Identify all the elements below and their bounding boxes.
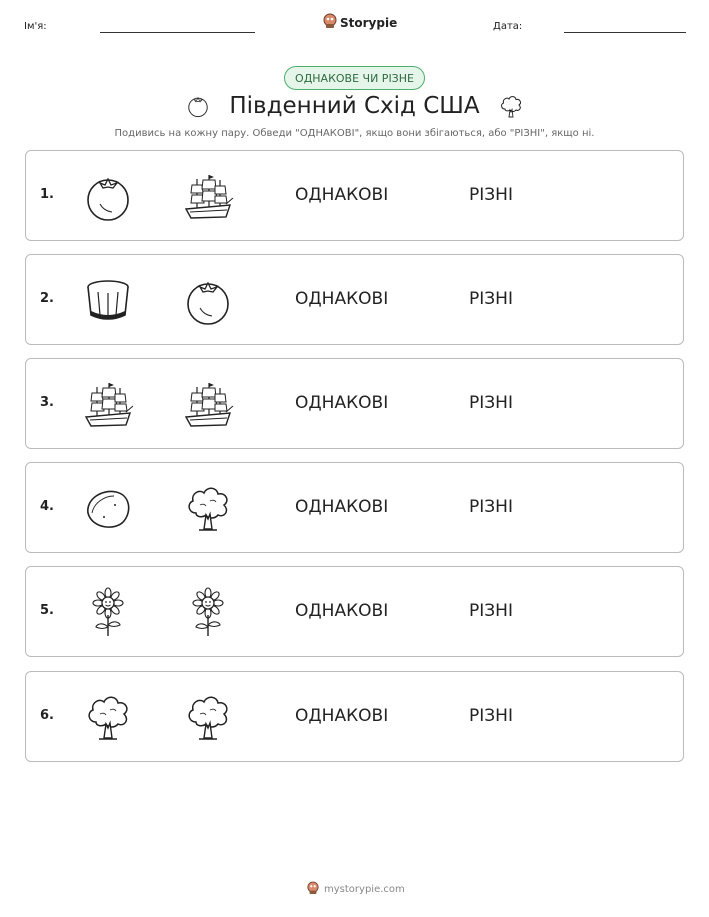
- same-choice[interactable]: ОДНАКОВІ: [295, 706, 389, 726]
- pair-row: [25, 462, 684, 553]
- pair-row: [25, 254, 684, 345]
- storypie-logo: [323, 13, 397, 33]
- tree-icon: [182, 692, 234, 744]
- different-choice[interactable]: РІЗНІ: [469, 706, 513, 726]
- same-choice[interactable]: ОДНАКОВІ: [295, 601, 389, 621]
- row-number: 1.: [40, 187, 54, 202]
- footer-url: mystorypie.com: [324, 884, 405, 895]
- row-number: 2.: [40, 291, 54, 306]
- pair-row: [25, 671, 684, 762]
- different-choice[interactable]: РІЗНІ: [469, 185, 513, 205]
- brand-name: Storypie: [340, 16, 398, 30]
- same-choice[interactable]: ОДНАКОВІ: [295, 497, 389, 517]
- tree-icon: [498, 93, 524, 125]
- footer: [307, 880, 405, 899]
- date-label: Дата:: [493, 21, 523, 32]
- drum-icon: [82, 275, 134, 327]
- worksheet-type-badge: ОДНАКОВЕ ЧИ РІЗНЕ: [284, 66, 425, 90]
- row-number: 3.: [40, 395, 54, 410]
- instructions: Подивись на кожну пару. Обведи "ОДНАКОВІ", якщо вони збігаються, або "РІЗНІ", якщо ні.: [114, 128, 595, 139]
- pair-row: [25, 150, 684, 241]
- sunflower-icon: [82, 587, 134, 639]
- pair-row: [25, 566, 684, 657]
- row-number: 6.: [40, 708, 54, 723]
- tree-icon: [182, 483, 234, 535]
- ship-icon: [182, 379, 234, 431]
- name-label: Ім'я:: [24, 21, 47, 32]
- same-choice[interactable]: ОДНАКОВІ: [295, 185, 389, 205]
- tomato-icon: [82, 171, 134, 223]
- potato-icon: [82, 483, 134, 535]
- ship-icon: [182, 171, 234, 223]
- same-choice[interactable]: ОДНАКОВІ: [295, 289, 389, 309]
- different-choice[interactable]: РІЗНІ: [469, 497, 513, 517]
- ship-icon: [82, 379, 134, 431]
- name-line[interactable]: [100, 32, 255, 33]
- tomato-icon: [182, 275, 234, 327]
- mascot-icon: [323, 13, 337, 33]
- different-choice[interactable]: РІЗНІ: [469, 393, 513, 413]
- same-choice[interactable]: ОДНАКОВІ: [295, 393, 389, 413]
- row-number: 5.: [40, 603, 54, 618]
- mascot-icon: [307, 880, 319, 899]
- different-choice[interactable]: РІЗНІ: [469, 289, 513, 309]
- pair-row: [25, 358, 684, 449]
- row-number: 4.: [40, 499, 54, 514]
- date-line[interactable]: [564, 32, 686, 33]
- page-title: Південний Схід США: [229, 93, 480, 119]
- tree-icon: [82, 692, 134, 744]
- different-choice[interactable]: РІЗНІ: [469, 601, 513, 621]
- sunflower-icon: [182, 587, 234, 639]
